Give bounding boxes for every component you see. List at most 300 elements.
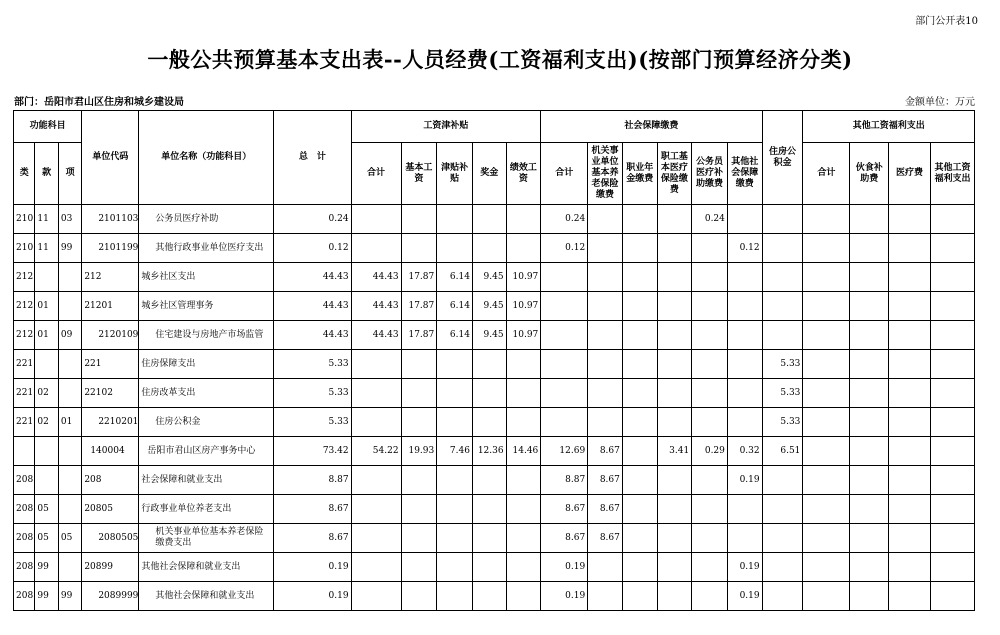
med-fee-cell: [889, 263, 931, 292]
lei-cell: 210: [14, 234, 35, 263]
medical-cell: [657, 466, 692, 495]
kuan-cell: 02: [35, 408, 58, 437]
housing-fund-cell: [762, 553, 803, 582]
housing-fund-cell: [762, 582, 803, 611]
total-cell: 44.43: [274, 292, 352, 321]
total-cell: 0.12: [274, 234, 352, 263]
header-func-subject: 功能科目: [14, 111, 82, 143]
social-sum-cell: 0.19: [541, 553, 588, 582]
table-row: [14, 495, 975, 524]
other-welfare-cell: [930, 263, 974, 292]
table-row: [14, 234, 975, 263]
other-sum-cell: [803, 292, 850, 321]
total-cell: 0.24: [274, 205, 352, 234]
other-sum-cell: [803, 321, 850, 350]
unit-name-cell: 其他社会保障和就业支出: [139, 582, 274, 611]
table-row: [14, 408, 975, 437]
bonus-cell: 9.45: [472, 321, 506, 350]
basic-wage-cell: [401, 234, 437, 263]
social-sum-cell: [541, 350, 588, 379]
wage-sum-cell: 44.43: [351, 292, 401, 321]
basic-wage-cell: [401, 466, 437, 495]
unit-name-cell: 岳阳市君山区房产事务中心: [139, 437, 274, 466]
lei-cell: 208: [14, 466, 35, 495]
pension-cell: [588, 205, 623, 234]
social-sum-cell: 8.67: [541, 524, 588, 553]
bonus-cell: [472, 466, 506, 495]
header-other-social: 其他社会保障缴费: [727, 143, 762, 205]
social-sum-cell: 0.12: [541, 234, 588, 263]
annuity-cell: [622, 292, 657, 321]
xiang-cell: [58, 437, 81, 466]
pension-cell: [588, 582, 623, 611]
unit-name-cell: 其他社会保障和就业支出: [139, 553, 274, 582]
perf-wage-cell: 10.97: [506, 321, 541, 350]
wage-sum-cell: [351, 495, 401, 524]
housing-fund-cell: [762, 524, 803, 553]
wage-sum-cell: [351, 582, 401, 611]
table-row: [14, 379, 975, 408]
wage-sum-cell: 44.43: [351, 321, 401, 350]
other-social-cell: 0.32: [727, 437, 762, 466]
annuity-cell: [622, 350, 657, 379]
lei-cell: 221: [14, 350, 35, 379]
header-allowance: 津贴补贴: [437, 143, 473, 205]
wage-sum-cell: [351, 379, 401, 408]
header-unit-name: 单位名称（功能科目）: [139, 111, 274, 205]
annuity-cell: [622, 495, 657, 524]
lei-cell: 208: [14, 553, 35, 582]
kuan-cell: [35, 466, 58, 495]
xiang-cell: [58, 466, 81, 495]
medical-cell: [657, 292, 692, 321]
meal-cell: [850, 495, 889, 524]
other-sum-cell: [803, 350, 850, 379]
civil-medical-cell: 0.29: [692, 437, 728, 466]
perf-wage-cell: [506, 234, 541, 263]
unit-code-cell: 22102: [82, 379, 139, 408]
header-perf-wage: 绩效工资: [506, 143, 541, 205]
lei-cell: 212: [14, 292, 35, 321]
civil-medical-cell: [692, 263, 728, 292]
pension-cell: 8.67: [588, 495, 623, 524]
table-row: [14, 263, 975, 292]
social-sum-cell: 0.24: [541, 205, 588, 234]
total-cell: 8.87: [274, 466, 352, 495]
housing-fund-cell: [762, 292, 803, 321]
other-welfare-cell: [930, 321, 974, 350]
unit-code-cell: 208: [82, 466, 139, 495]
xiang-cell: [58, 350, 81, 379]
medical-cell: [657, 234, 692, 263]
perf-wage-cell: [506, 524, 541, 553]
med-fee-cell: [889, 437, 931, 466]
header-housing-fund: 住房公积金: [762, 111, 803, 205]
unit-name-cell: 城乡社区支出: [139, 263, 274, 292]
basic-wage-cell: [401, 582, 437, 611]
header-social-group: 社会保障缴费: [541, 111, 762, 143]
bonus-cell: 12.36: [472, 437, 506, 466]
medical-cell: [657, 379, 692, 408]
bonus-cell: [472, 408, 506, 437]
med-fee-cell: [889, 495, 931, 524]
department-label: 部门：岳阳市君山区住房和城乡建设局: [14, 97, 184, 108]
housing-fund-cell: [762, 205, 803, 234]
civil-medical-cell: [692, 466, 728, 495]
medical-cell: [657, 205, 692, 234]
other-sum-cell: [803, 263, 850, 292]
perf-wage-cell: [506, 553, 541, 582]
bonus-cell: 9.45: [472, 263, 506, 292]
other-social-cell: [727, 292, 762, 321]
other-sum-cell: [803, 524, 850, 553]
civil-medical-cell: [692, 292, 728, 321]
bonus-cell: [472, 234, 506, 263]
lei-cell: 208: [14, 582, 35, 611]
other-social-cell: [727, 524, 762, 553]
other-social-cell: [727, 321, 762, 350]
wage-sum-cell: [351, 524, 401, 553]
lei-cell: 221: [14, 408, 35, 437]
social-sum-cell: [541, 263, 588, 292]
table-row: [14, 466, 975, 495]
basic-wage-cell: [401, 553, 437, 582]
allowance-cell: [437, 524, 473, 553]
pension-cell: [588, 408, 623, 437]
header-unit-code: 单位代码: [82, 111, 139, 205]
basic-wage-cell: [401, 524, 437, 553]
meal-cell: [850, 234, 889, 263]
xiang-cell: 99: [58, 234, 81, 263]
unit-name-cell: 住房公积金: [139, 408, 274, 437]
perf-wage-cell: [506, 495, 541, 524]
perf-wage-cell: [506, 582, 541, 611]
basic-wage-cell: 17.87: [401, 321, 437, 350]
civil-medical-cell: [692, 321, 728, 350]
other-social-cell: [727, 205, 762, 234]
med-fee-cell: [889, 582, 931, 611]
pension-cell: [588, 292, 623, 321]
perf-wage-cell: [506, 379, 541, 408]
xiang-cell: [58, 379, 81, 408]
civil-medical-cell: [692, 379, 728, 408]
unit-name-cell: 城乡社区管理事务: [139, 292, 274, 321]
medical-cell: [657, 524, 692, 553]
header-med-fee: 医疗费: [889, 143, 931, 205]
med-fee-cell: [889, 408, 931, 437]
table-row: [14, 350, 975, 379]
header-basic-wage: 基本工资: [401, 143, 437, 205]
unit-code-cell: 2120109: [82, 321, 139, 350]
xiang-cell: [58, 292, 81, 321]
lei-cell: 212: [14, 263, 35, 292]
kuan-cell: 99: [35, 582, 58, 611]
header-wage-sum: 合计: [351, 143, 401, 205]
housing-fund-cell: [762, 263, 803, 292]
allowance-cell: [437, 466, 473, 495]
other-sum-cell: [803, 582, 850, 611]
header-other-welfare: 其他工资福利支出: [930, 143, 974, 205]
kuan-cell: 05: [35, 524, 58, 553]
annuity-cell: [622, 408, 657, 437]
total-cell: 8.67: [274, 495, 352, 524]
unit-name-cell: 公务员医疗补助: [139, 205, 274, 234]
lei-cell: 221: [14, 379, 35, 408]
medical-cell: [657, 321, 692, 350]
med-fee-cell: [889, 205, 931, 234]
other-social-cell: 0.19: [727, 582, 762, 611]
table-row: [14, 582, 975, 611]
kuan-cell: 11: [35, 234, 58, 263]
unit-code-cell: 21201: [82, 292, 139, 321]
other-social-cell: [727, 350, 762, 379]
wage-sum-cell: 54.22: [351, 437, 401, 466]
meal-cell: [850, 466, 889, 495]
unit-code-cell: 20805: [82, 495, 139, 524]
housing-fund-cell: [762, 466, 803, 495]
social-sum-cell: [541, 408, 588, 437]
social-sum-cell: [541, 379, 588, 408]
header-pension: 机关事业单位基本养老保险缴费: [588, 143, 623, 205]
social-sum-cell: [541, 321, 588, 350]
civil-medical-cell: [692, 408, 728, 437]
meal-cell: [850, 524, 889, 553]
meal-cell: [850, 263, 889, 292]
header-medical: 职工基本医疗保险缴费: [657, 143, 692, 205]
housing-fund-cell: [762, 234, 803, 263]
other-welfare-cell: [930, 582, 974, 611]
header-kuan: 款: [35, 143, 58, 205]
other-sum-cell: [803, 437, 850, 466]
civil-medical-cell: 0.24: [692, 205, 728, 234]
allowance-cell: [437, 553, 473, 582]
medical-cell: [657, 350, 692, 379]
basic-wage-cell: [401, 205, 437, 234]
bonus-cell: [472, 205, 506, 234]
unit-code-cell: 2101199: [82, 234, 139, 263]
other-welfare-cell: [930, 524, 974, 553]
civil-medical-cell: [692, 350, 728, 379]
basic-wage-cell: 19.93: [401, 437, 437, 466]
kuan-cell: 01: [35, 292, 58, 321]
total-cell: 44.43: [274, 263, 352, 292]
allowance-cell: [437, 582, 473, 611]
bonus-cell: [472, 524, 506, 553]
other-welfare-cell: [930, 379, 974, 408]
kuan-cell: 05: [35, 495, 58, 524]
meal-cell: [850, 321, 889, 350]
perf-wage-cell: 14.46: [506, 437, 541, 466]
allowance-cell: 6.14: [437, 321, 473, 350]
other-sum-cell: [803, 205, 850, 234]
allowance-cell: [437, 379, 473, 408]
bonus-cell: [472, 553, 506, 582]
unit-code-cell: 2080505: [82, 524, 139, 553]
xiang-cell: 09: [58, 321, 81, 350]
bonus-cell: [472, 379, 506, 408]
other-social-cell: 0.19: [727, 466, 762, 495]
unit-name-cell: 行政事业单位养老支出: [139, 495, 274, 524]
other-sum-cell: [803, 495, 850, 524]
total-cell: 5.33: [274, 379, 352, 408]
kuan-cell: 11: [35, 205, 58, 234]
other-social-cell: 0.12: [727, 234, 762, 263]
other-social-cell: [727, 263, 762, 292]
header-meal: 伙食补助费: [850, 143, 889, 205]
annuity-cell: [622, 437, 657, 466]
med-fee-cell: [889, 379, 931, 408]
meal-cell: [850, 582, 889, 611]
other-sum-cell: [803, 553, 850, 582]
unit-name-cell: 住宅建设与房地产市场监管: [139, 321, 274, 350]
other-sum-cell: [803, 408, 850, 437]
lei-cell: 208: [14, 524, 35, 553]
perf-wage-cell: [506, 205, 541, 234]
unit-code-cell: 221: [82, 350, 139, 379]
med-fee-cell: [889, 524, 931, 553]
page-title: 一般公共预算基本支出表--人员经费(工资福利支出)(按部门预算经济分类): [147, 47, 853, 72]
pension-cell: 8.67: [588, 524, 623, 553]
allowance-cell: [437, 350, 473, 379]
civil-medical-cell: [692, 234, 728, 263]
other-social-cell: [727, 408, 762, 437]
header-total: 总 计: [274, 111, 352, 205]
other-sum-cell: [803, 466, 850, 495]
other-sum-cell: [803, 234, 850, 263]
pension-cell: [588, 553, 623, 582]
other-welfare-cell: [930, 205, 974, 234]
pension-cell: 8.67: [588, 437, 623, 466]
xiang-cell: [58, 553, 81, 582]
unit-code-cell: 140004: [82, 437, 139, 466]
other-social-cell: [727, 379, 762, 408]
lei-cell: 210: [14, 205, 35, 234]
wage-sum-cell: [351, 205, 401, 234]
med-fee-cell: [889, 292, 931, 321]
annuity-cell: [622, 234, 657, 263]
form-number: 部门公开表10: [915, 16, 978, 27]
allowance-cell: 6.14: [437, 292, 473, 321]
allowance-cell: 6.14: [437, 263, 473, 292]
wage-sum-cell: [351, 466, 401, 495]
allowance-cell: [437, 234, 473, 263]
header-wage-group: 工资津补贴: [351, 111, 541, 143]
total-cell: 0.19: [274, 582, 352, 611]
xiang-cell: 99: [58, 582, 81, 611]
bonus-cell: [472, 350, 506, 379]
allowance-cell: [437, 495, 473, 524]
annuity-cell: [622, 263, 657, 292]
housing-fund-cell: [762, 495, 803, 524]
meal-cell: [850, 350, 889, 379]
lei-cell: 208: [14, 495, 35, 524]
other-welfare-cell: [930, 466, 974, 495]
table-row: [14, 205, 975, 234]
wage-sum-cell: [351, 553, 401, 582]
allowance-cell: [437, 408, 473, 437]
kuan-cell: 01: [35, 321, 58, 350]
basic-wage-cell: [401, 379, 437, 408]
medical-cell: [657, 408, 692, 437]
kuan-cell: 99: [35, 553, 58, 582]
total-cell: 44.43: [274, 321, 352, 350]
lei-cell: [14, 437, 35, 466]
civil-medical-cell: [692, 524, 728, 553]
unit-name-cell: 社会保障和就业支出: [139, 466, 274, 495]
annuity-cell: [622, 553, 657, 582]
housing-fund-cell: 5.33: [762, 350, 803, 379]
civil-medical-cell: [692, 553, 728, 582]
annuity-cell: [622, 205, 657, 234]
other-welfare-cell: [930, 495, 974, 524]
unit-code-cell: 2089999: [82, 582, 139, 611]
meal-cell: [850, 408, 889, 437]
unit-name-cell: 其他行政事业单位医疗支出: [139, 234, 274, 263]
kuan-cell: 02: [35, 379, 58, 408]
table-row: [14, 553, 975, 582]
pension-cell: [588, 234, 623, 263]
wage-sum-cell: [351, 350, 401, 379]
allowance-cell: [437, 205, 473, 234]
other-welfare-cell: [930, 553, 974, 582]
basic-wage-cell: 17.87: [401, 263, 437, 292]
bonus-cell: [472, 495, 506, 524]
header-other-sum: 合计: [803, 143, 850, 205]
housing-fund-cell: 5.33: [762, 379, 803, 408]
other-social-cell: 0.19: [727, 553, 762, 582]
xiang-cell: 01: [58, 408, 81, 437]
other-social-cell: [727, 495, 762, 524]
pension-cell: [588, 263, 623, 292]
civil-medical-cell: [692, 582, 728, 611]
basic-wage-cell: [401, 350, 437, 379]
unit-name-cell: 住房改革支出: [139, 379, 274, 408]
med-fee-cell: [889, 321, 931, 350]
pension-cell: [588, 379, 623, 408]
social-sum-cell: 12.69: [541, 437, 588, 466]
lei-cell: 212: [14, 321, 35, 350]
table-row: [14, 437, 975, 466]
other-welfare-cell: [930, 292, 974, 321]
total-cell: 8.67: [274, 524, 352, 553]
other-welfare-cell: [930, 408, 974, 437]
unit-name-cell: 住房保障支出: [139, 350, 274, 379]
meal-cell: [850, 205, 889, 234]
header-xiang: 项: [58, 143, 81, 205]
allowance-cell: 7.46: [437, 437, 473, 466]
basic-wage-cell: 17.87: [401, 292, 437, 321]
housing-fund-cell: 6.51: [762, 437, 803, 466]
perf-wage-cell: [506, 466, 541, 495]
other-welfare-cell: [930, 350, 974, 379]
bonus-cell: 9.45: [472, 292, 506, 321]
unit-name-cell: 机关事业单位基本养老保险缴费支出: [139, 524, 274, 553]
amount-unit-label: 金额单位：万元: [905, 97, 975, 108]
annuity-cell: [622, 321, 657, 350]
medical-cell: 3.41: [657, 437, 692, 466]
meal-cell: [850, 292, 889, 321]
xiang-cell: 03: [58, 205, 81, 234]
social-sum-cell: 8.67: [541, 495, 588, 524]
wage-sum-cell: 44.43: [351, 263, 401, 292]
annuity-cell: [622, 524, 657, 553]
pension-cell: [588, 321, 623, 350]
social-sum-cell: [541, 292, 588, 321]
perf-wage-cell: [506, 408, 541, 437]
med-fee-cell: [889, 350, 931, 379]
total-cell: 0.19: [274, 553, 352, 582]
medical-cell: [657, 553, 692, 582]
